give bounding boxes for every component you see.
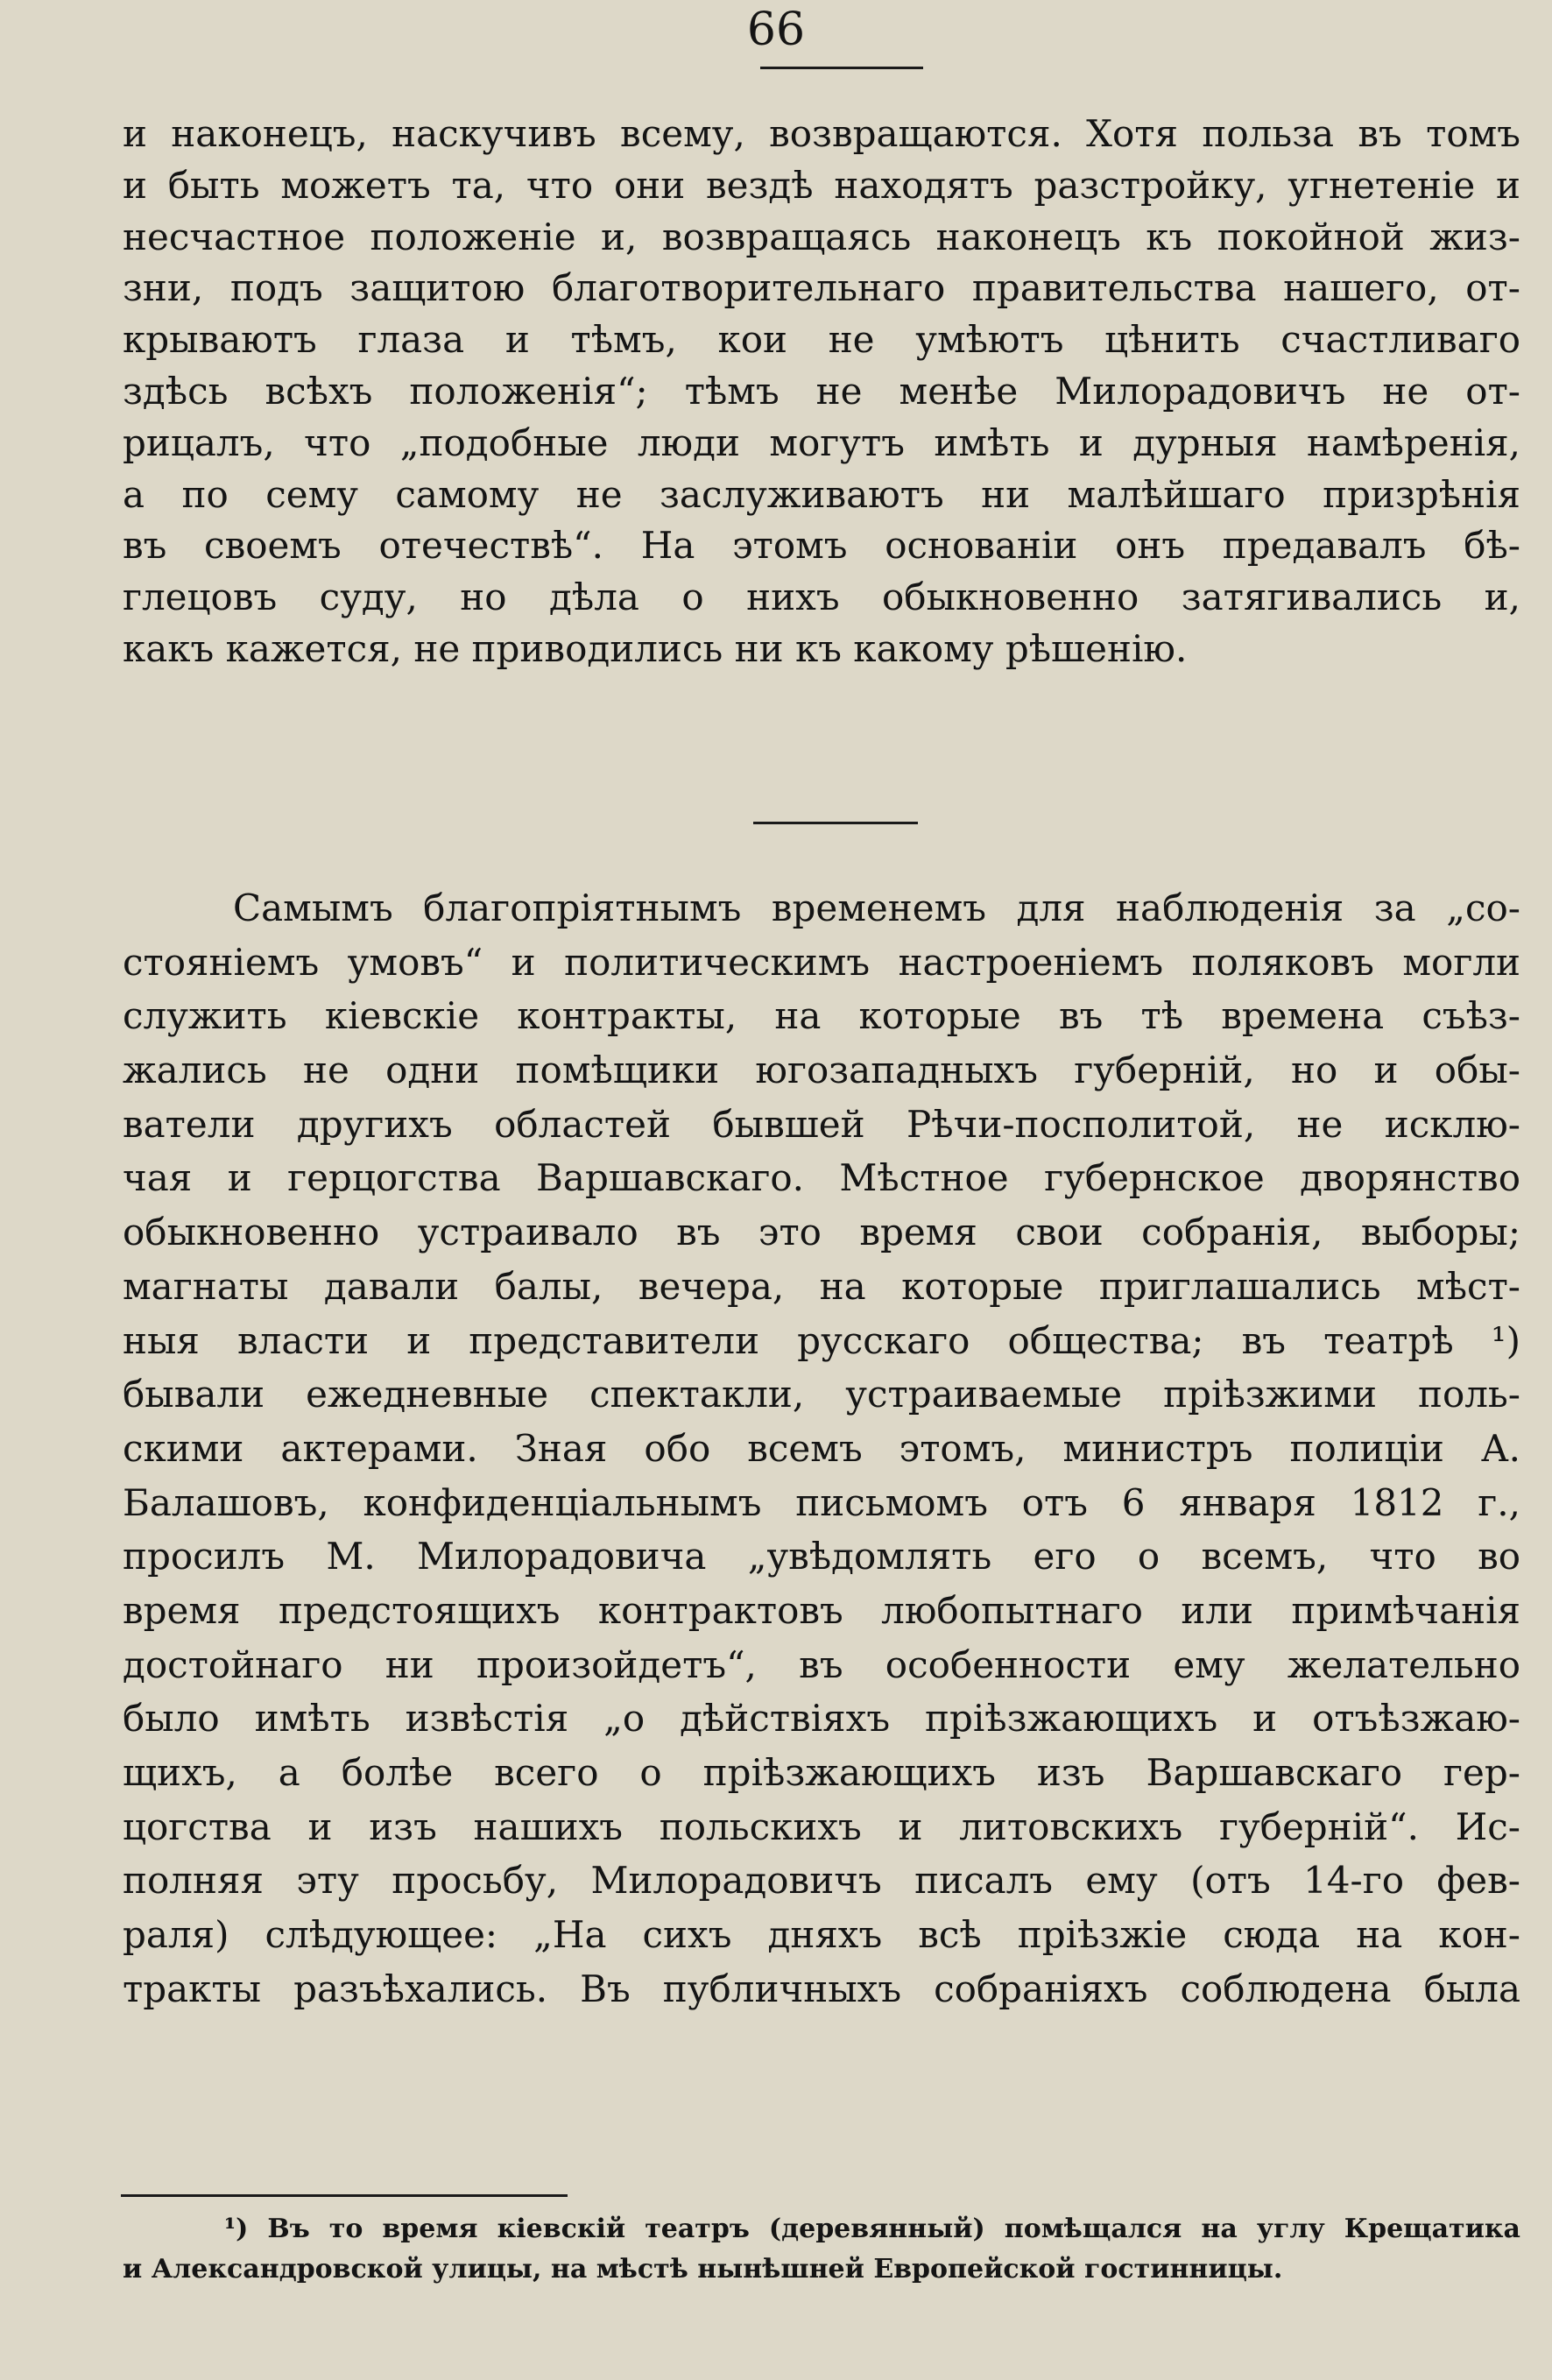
text-line: въ своемъ отечествѣ“. На этомъ основаніи онъ предавалъ бѣ- xyxy=(123,524,1520,568)
text-line: рицалъ, что „подобные люди могутъ имѣть и дурныя намѣренія, xyxy=(123,420,1520,464)
text-line: полняя эту просьбу, Милорадовичъ писалъ ему (отъ 14-го фев- xyxy=(123,1859,1520,1903)
text-line: скими актерами. Зная обо всемъ этомъ, министръ полиціи А. xyxy=(123,1426,1520,1470)
text-line: чая и герцогства Варшавскаго. Мѣстное губернское дворянство xyxy=(123,1156,1520,1200)
section-divider xyxy=(753,822,918,824)
text-line: ныя власти и представители русскаго общества; въ театрѣ ¹) xyxy=(123,1318,1520,1362)
text-line: а по сему самому не заслуживаютъ ни малѣйшаго призрѣнія xyxy=(123,472,1520,516)
text-line: просилъ М. Милорадовича „увѣдомлять его о всемъ, что во xyxy=(123,1535,1520,1578)
page-number: 66 xyxy=(746,4,806,56)
footnote xyxy=(123,2209,1520,2290)
footnote-line: ¹) Въ то время кіевскій театръ (деревянный) помѣщался на углу Крещатика xyxy=(224,2214,1520,2244)
text-line: было имѣть извѣстія „о дѣйствіяхъ пріѣзжающихъ и отъѣзжаю- xyxy=(123,1697,1520,1741)
text-line: жались не одни помѣщики югозападныхъ губерній, но и обы- xyxy=(123,1049,1520,1092)
text-line: обыкновенно устраивало въ это время свои собранія, выборы; xyxy=(123,1211,1520,1254)
text-line: и наконецъ, наскучивъ всему, возвращаются. Хотя польза въ томъ xyxy=(123,112,1520,155)
text-line: глецовъ суду, но дѣла о нихъ обыкновенно затягивались и, xyxy=(123,576,1520,619)
text-line: и быть можетъ та, что они вездѣ находятъ разстройку, угнетеніе и xyxy=(123,163,1520,207)
text-line: щихъ, а болѣе всего о пріѣзжающихъ изъ Варшавскаго гер- xyxy=(123,1751,1520,1794)
text-line: какъ кажется, не приводились ни къ какому рѣшенію. xyxy=(123,626,1188,670)
footnote-rule xyxy=(121,2194,568,2197)
text-line: стояніемъ умовъ“ и политическимъ настроеніемъ поляковъ могли xyxy=(123,940,1520,984)
text-line: несчастное положеніе и, возвращаясь наконецъ къ покойной жиз- xyxy=(123,215,1520,258)
paragraph-1 xyxy=(123,109,1520,675)
paragraph-2 xyxy=(123,881,1520,2016)
text-line: время предстоящихъ контрактовъ любопытнаго или примѣчанія xyxy=(123,1588,1520,1632)
text-line: здѣсь всѣхъ положенія“; тѣмъ не менѣе Милорадовичъ не от- xyxy=(123,369,1520,413)
text-line: зни, подъ защитою благотворительнаго правительства нашего, от- xyxy=(123,266,1520,310)
text-line: Балашовъ, конфиденціальнымъ письмомъ отъ 6 января 1812 г., xyxy=(123,1480,1520,1524)
text-line: ватели другихъ областей бывшей Рѣчи-посполитой, не исклю- xyxy=(123,1102,1520,1146)
text-line: магнаты давали балы, вечера, на которые приглашались мѣст- xyxy=(123,1264,1520,1308)
text-line: цогства и изъ нашихъ польскихъ и литовскихъ губерній“. Ис- xyxy=(123,1804,1520,1848)
text-line: раля) слѣдующее: „На сихъ дняхъ всѣ пріѣзжіе сюда на кон- xyxy=(123,1913,1520,1957)
text-line: крываютъ глаза и тѣмъ, кои не умѣютъ цѣнить счастливаго xyxy=(123,318,1520,362)
text-line: Самымъ благопріятнымъ временемъ для наблюденія за „со- xyxy=(233,886,1520,929)
footnote-line: и Александровской улицы, на мѣстѣ нынѣшней Европейской гостинницы. xyxy=(123,2254,1283,2285)
header-rule xyxy=(760,67,923,69)
text-line: бывали ежедневные спектакли, устраиваемые пріѣзжими поль- xyxy=(123,1373,1520,1416)
text-line: служить кіевскіе контракты, на которые въ тѣ времена съѣз- xyxy=(123,994,1520,1038)
text-line: достойнаго ни произойдетъ“, въ особенности ему желательно xyxy=(123,1642,1520,1686)
text-line: тракты разъѣхались. Въ публичныхъ собраніяхъ соблюдена была xyxy=(123,1967,1520,2010)
